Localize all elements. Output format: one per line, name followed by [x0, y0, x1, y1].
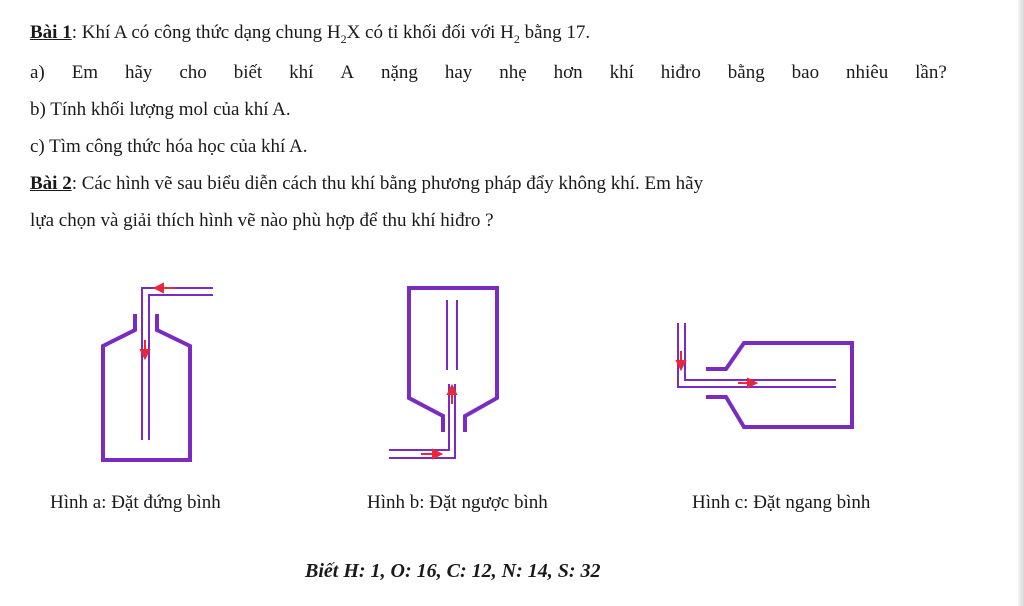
question-a-word: hay	[444, 62, 473, 83]
bai2-label: Bài 2	[30, 173, 72, 194]
question-a-word: bằng	[727, 62, 765, 83]
bai1-text-a: : Khí A có công thức dạng chung H	[71, 22, 341, 43]
bai2-line	[30, 173, 703, 195]
question-a-word: a)	[30, 62, 45, 83]
figure-c-horizontal-flask	[672, 315, 862, 435]
question-a-word: cho	[179, 62, 207, 83]
question-b: b) Tính khối lượng mol của khí A.	[30, 99, 291, 120]
caption-figure-b: Hình b: Đặt ngược bình	[367, 492, 548, 513]
bai2-line2: lựa chọn và giải thích hình vẽ nào phù hợp để thu khí hiđro ?	[30, 210, 494, 231]
question-a-word: hơn	[553, 62, 583, 83]
page-edge-shadow	[1018, 0, 1024, 606]
bai1-text-c: bằng 17.	[519, 22, 591, 43]
question-a-word: nhiêu	[846, 62, 889, 83]
caption-figure-a: Hình a: Đặt đứng bình	[50, 492, 221, 513]
question-a-word: Em	[71, 62, 99, 83]
question-a-word: biết	[233, 62, 263, 83]
bai1-label: Bài 1	[30, 22, 72, 43]
bai1-sub1: 2	[340, 31, 347, 46]
figure-b-inverted-flask	[385, 280, 505, 470]
bai1-sub2: 2	[513, 31, 520, 46]
bai1-line	[30, 22, 590, 47]
question-a-word: hiđro	[660, 62, 701, 83]
question-a-word: khí	[289, 62, 314, 83]
caption-figure-c: Hình c: Đặt ngang bình	[692, 492, 871, 513]
atomic-masses-note: Biết H: 1, O: 16, C: 12, N: 14, S: 32	[305, 560, 601, 582]
question-c: c) Tìm công thức hóa học của khí A.	[30, 136, 308, 157]
question-a	[30, 62, 947, 84]
question-a-word: hãy	[125, 62, 153, 83]
question-a-word: A	[340, 62, 355, 83]
question-a-word: nặng	[381, 62, 418, 83]
question-a-word: lần?	[915, 62, 947, 83]
question-a-word: bao	[791, 62, 820, 83]
question-a-word: khí	[609, 62, 634, 83]
question-a-word: nhẹ	[499, 62, 527, 83]
figure-a-upright-flask	[95, 278, 225, 468]
bai2-text1: : Các hình vẽ sau biểu diễn cách thu khí bằng phương pháp đẩy không khí. Em hãy	[71, 173, 704, 194]
bai1-text-b: X có tỉ khối đối với H	[346, 22, 514, 43]
